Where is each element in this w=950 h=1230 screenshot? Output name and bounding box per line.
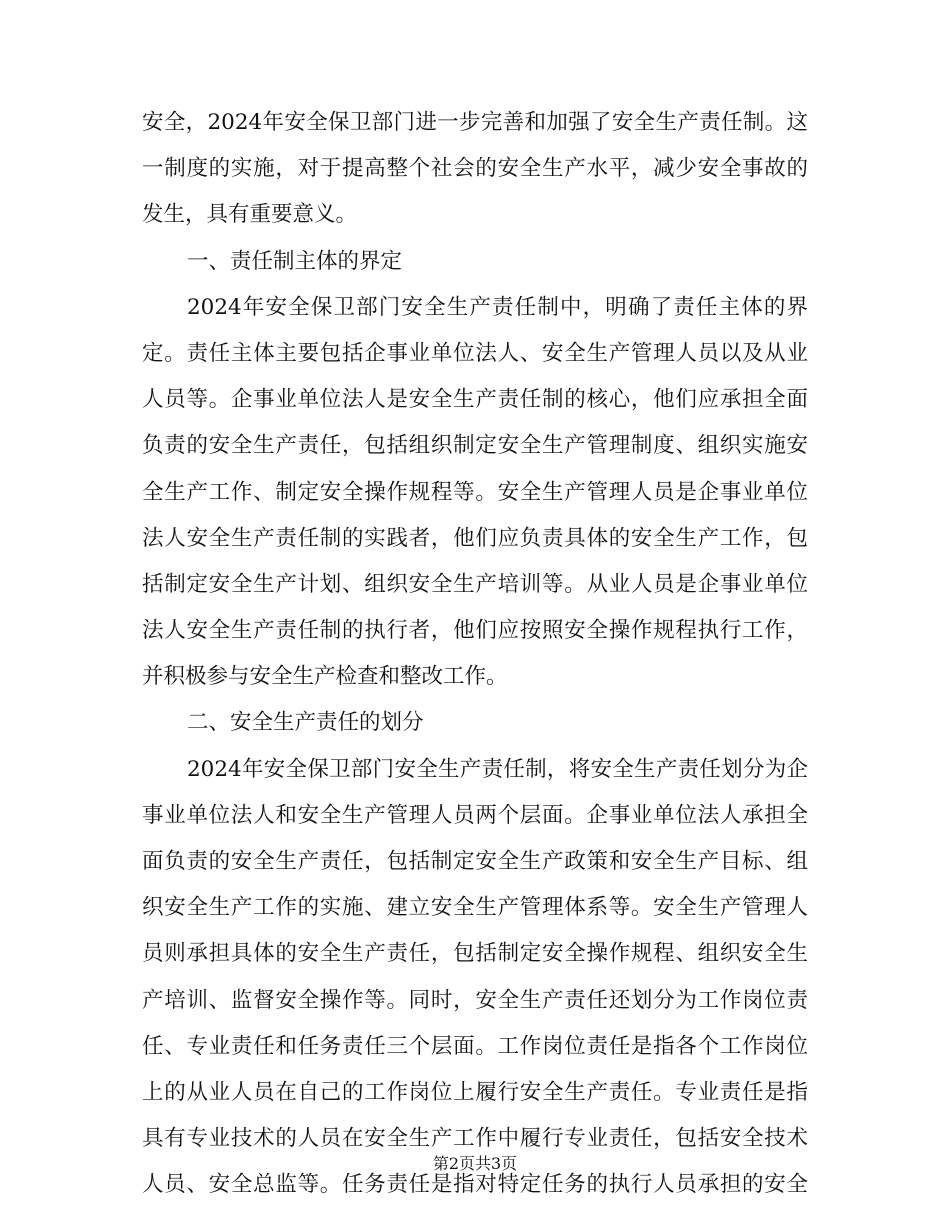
body-line: 产培训、监督安全操作等。同时，安全生产责任还划分为工作岗位责 [142, 987, 808, 1013]
body-line: 发生，具有重要意义。 [142, 202, 358, 228]
body-line: 任、专业责任和任务责任三个层面。工作岗位责任是指各个工作岗位 [142, 1033, 808, 1059]
body-line: 括制定安全生产计划、组织安全生产培训等。从业人员是企事业单位 [142, 571, 808, 597]
body-line: 2024年安全保卫部门安全生产责任制中，明确了责任主体的界 [187, 294, 808, 320]
body-line: 织安全生产工作的实施、建立安全生产管理体系等。安全生产管理人 [142, 895, 808, 921]
body-line: 安全，2024年安全保卫部门进一步完善和加强了安全生产责任制。这 [142, 110, 808, 135]
document-body [142, 100, 808, 1209]
body-line: 具有专业技术的人员在安全生产工作中履行专业责任，包括安全技术 [142, 1126, 808, 1152]
body-line: 上的从业人员在自己的工作岗位上履行安全生产责任。专业责任是指 [142, 1079, 808, 1105]
body-line: 2024年安全保卫部门安全生产责任制，将安全生产责任划分为企 [187, 756, 808, 782]
body-line: 人员、安全总监等。任务责任是指对特定任务的执行人员承担的安全 [142, 1172, 808, 1198]
body-line: 全生产工作、制定安全操作规程等。安全生产管理人员是企事业单位 [142, 479, 808, 505]
body-line: 负责的安全生产责任，包括组织制定安全生产管理制度、组织实施安 [142, 433, 808, 459]
page-number: 第2页共3页 [432, 1154, 518, 1173]
body-line: 法人安全生产责任制的实践者，他们应负责具体的安全生产工作，包 [142, 525, 808, 551]
body-line: 一制度的实施，对于提高整个社会的安全生产水平，减少安全事故的 [142, 156, 808, 182]
body-line: 面负责的安全生产责任，包括制定安全生产政策和安全生产目标、组 [142, 849, 808, 874]
body-line: 并积极参与安全生产检查和整改工作。 [142, 664, 508, 690]
body-line: 法人安全生产责任制的执行者，他们应按照安全操作规程执行工作， [142, 618, 808, 644]
section-heading: 二、安全生产责任的划分 [187, 710, 424, 736]
body-line: 定。责任主体主要包括企事业单位法人、安全生产管理人员以及从业 [142, 340, 808, 366]
body-line: 人员等。企事业单位法人是安全生产责任制的核心，他们应承担全面 [142, 387, 808, 413]
body-line: 事业单位法人和安全生产管理人员两个层面。企事业单位法人承担全 [142, 802, 808, 828]
body-line: 员则承担具体的安全生产责任，包括制定安全操作规程、组织安全生 [142, 941, 808, 967]
section-heading: 一、责任制主体的界定 [187, 248, 403, 274]
